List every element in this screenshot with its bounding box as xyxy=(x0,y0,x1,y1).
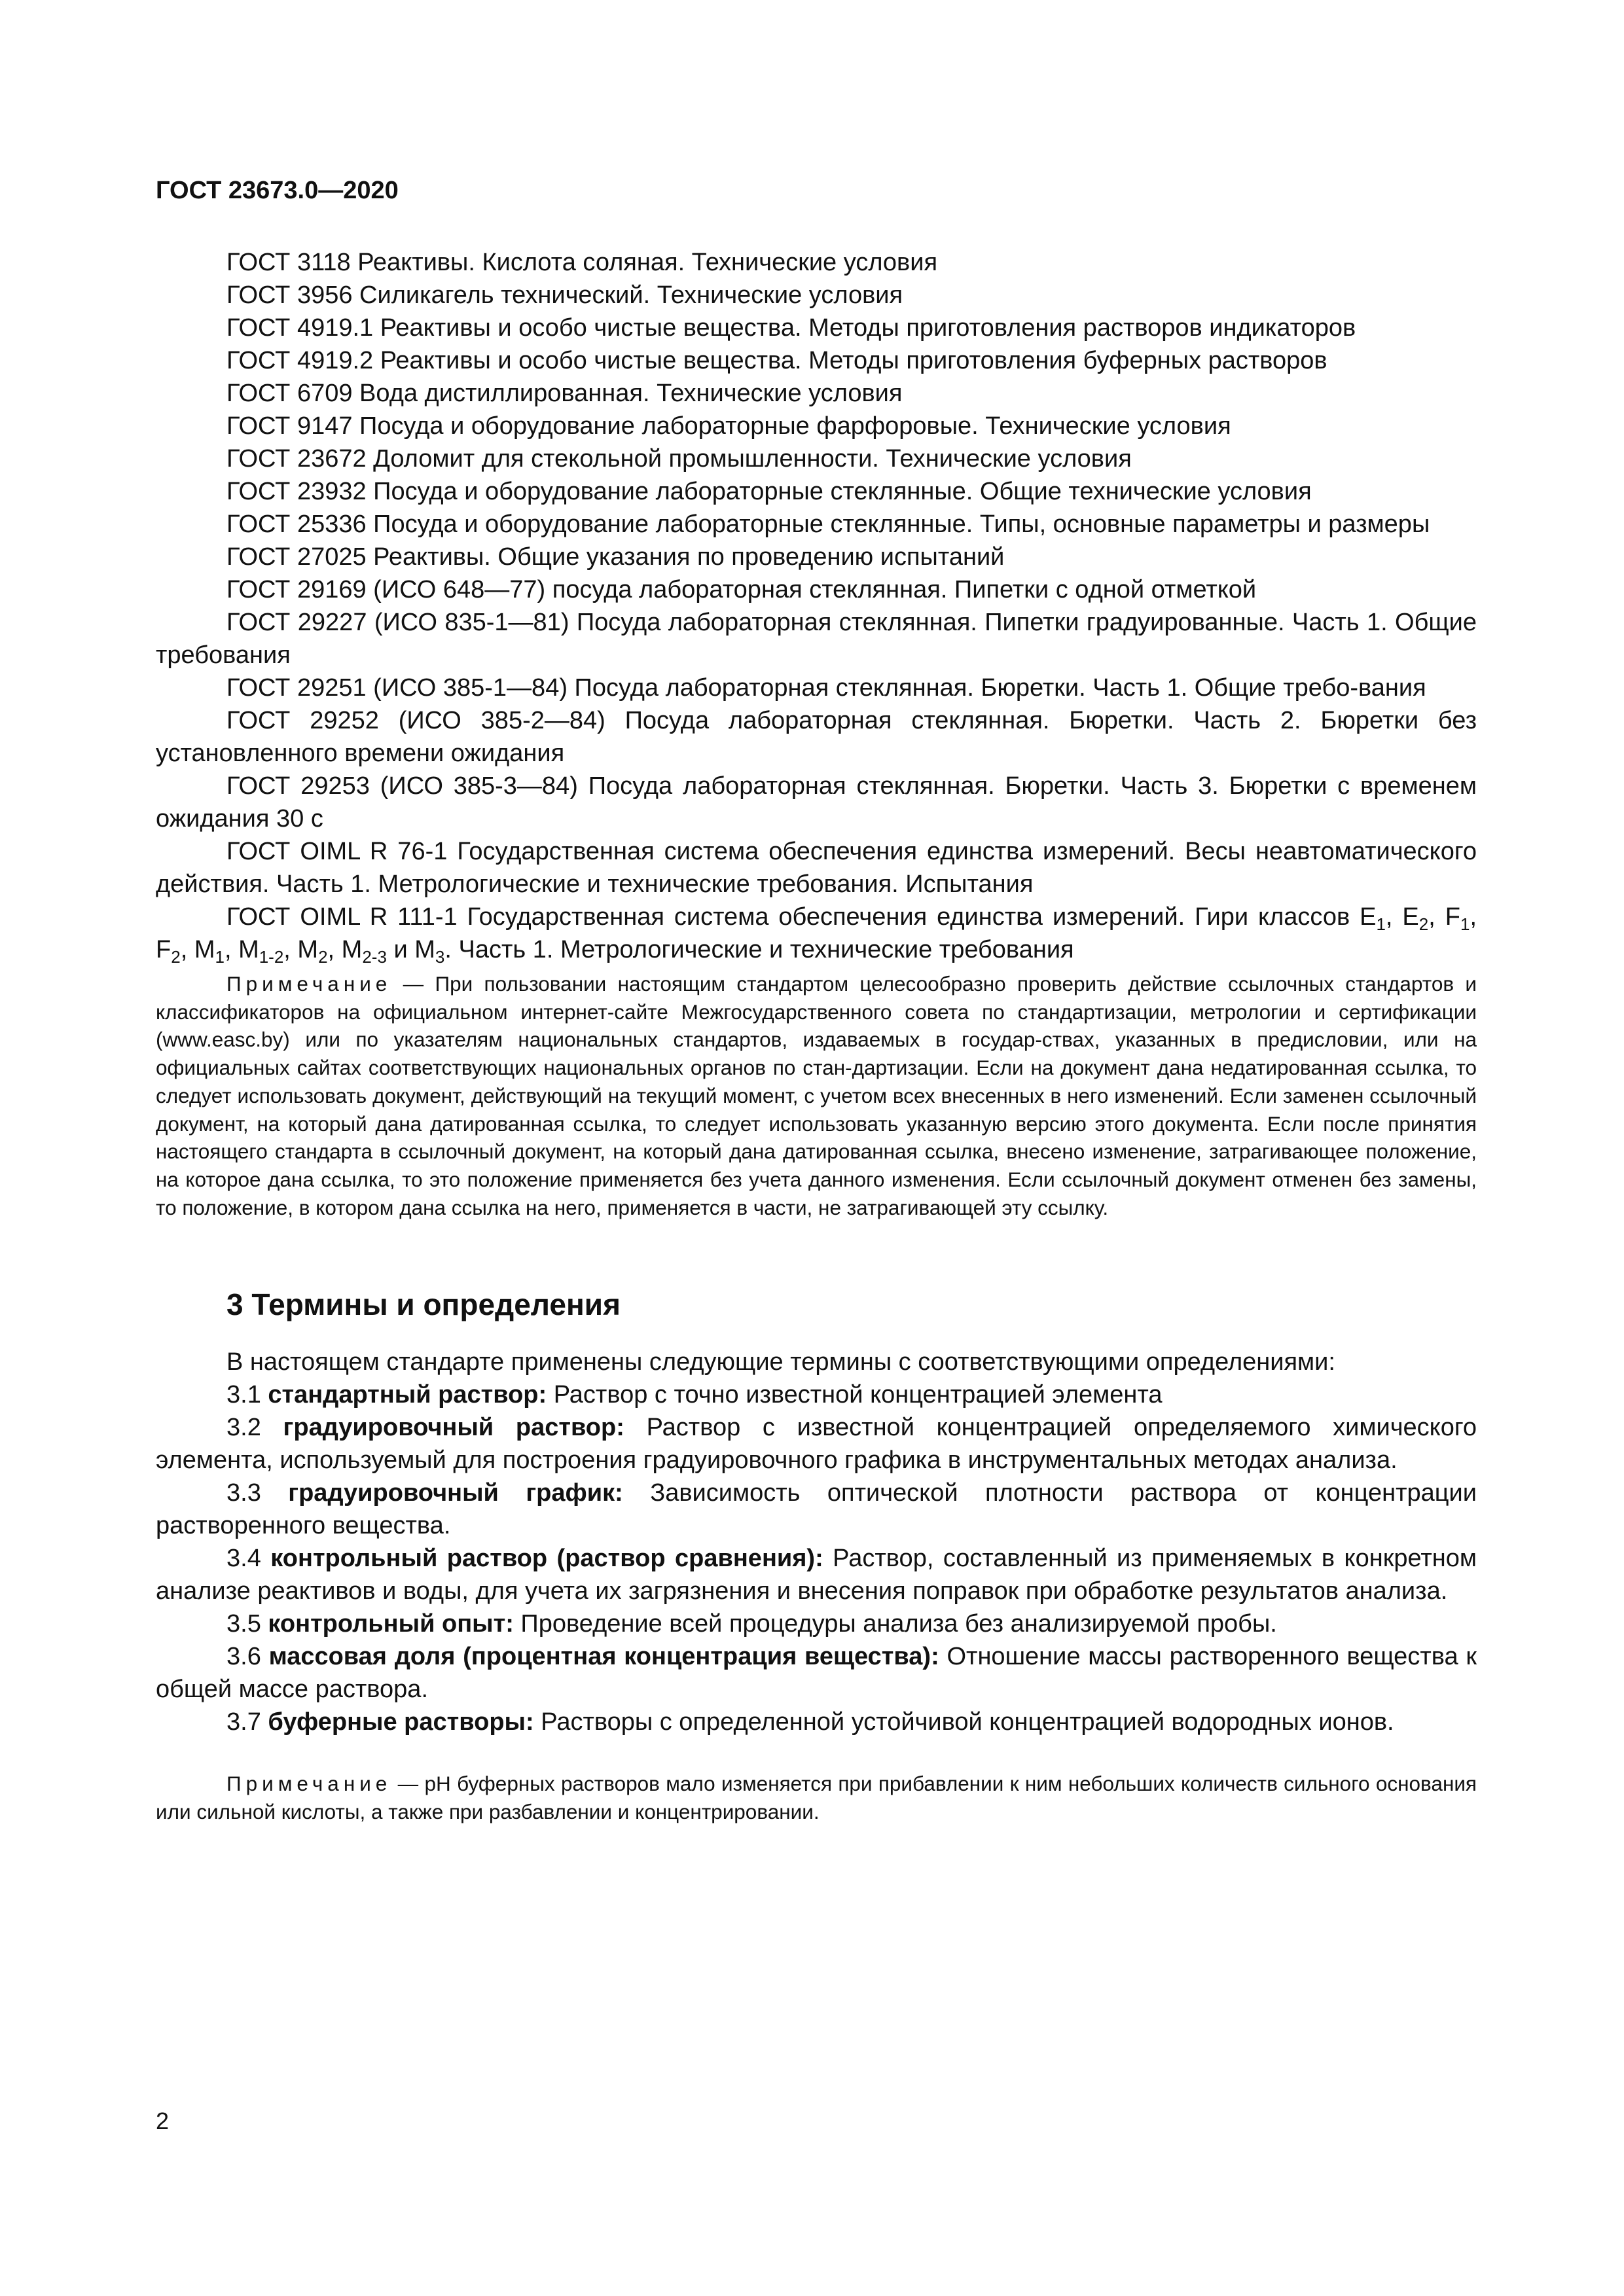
term-text: Отношение массы растворенного вещества к общей массе раствора. xyxy=(156,1643,1477,1704)
reference-item: ГОСТ 6709 Вода дистиллированная. Технические условия xyxy=(226,380,903,407)
term-name: контрольный опыт: xyxy=(268,1610,514,1638)
reference-item: ГОСТ 29253 (ИСО 385-3—84) Посуда лабораторная стеклянная. Бюретки. Часть 3. Бюретки с временем ожидания 30 с xyxy=(156,772,1477,833)
term-number: 3.5 xyxy=(226,1610,268,1638)
weight-class-subscript: 2 xyxy=(318,947,328,967)
weight-class-letter: F xyxy=(156,936,171,963)
weight-class-letter: F xyxy=(1445,903,1460,931)
term-definition xyxy=(156,1542,1477,1607)
oiml-111-text: ГОСТ OIML R 111-1 Государственная система обеспечения единства измерений. Гири классов xyxy=(226,903,1360,931)
note-buffer xyxy=(156,1770,1477,1825)
normative-references-list xyxy=(156,246,1477,901)
weight-class-separator: , xyxy=(1470,903,1477,931)
weight-class-letter: M xyxy=(414,936,435,963)
term-name: буферные растворы: xyxy=(268,1708,534,1736)
term-definition xyxy=(156,1640,1477,1706)
term-text: Раствор с точно известной концентрацией элемента xyxy=(547,1381,1163,1409)
weight-class-letter: E xyxy=(1402,903,1419,931)
reference-item: ГОСТ 25336 Посуда и оборудование лабораторные стеклянные. Типы, основные параметры и размеры xyxy=(226,511,1430,538)
weight-class-subscript: 1 xyxy=(1460,914,1470,934)
weight-class-separator: , xyxy=(1428,903,1445,931)
reference-item: ГОСТ 4919.1 Реактивы и особо чистые вещества. Методы приготовления растворов индикаторов xyxy=(226,314,1356,342)
term-definition xyxy=(156,1706,1477,1738)
document-body xyxy=(156,246,1477,1826)
reference-item: ГОСТ 3118 Реактивы. Кислота соляная. Технические условия xyxy=(226,249,938,276)
note-label: Примечание xyxy=(226,972,392,996)
reference-item: ГОСТ 23932 Посуда и оборудование лабораторные стеклянные. Общие технические условия xyxy=(226,478,1312,505)
weight-class-subscript: 1 xyxy=(215,947,225,967)
weight-class-separator: , xyxy=(180,936,194,963)
term-number: 3.2 xyxy=(226,1414,283,1442)
term-number: 3.7 xyxy=(226,1708,268,1736)
term-name: контрольный раствор (раствор сравнения): xyxy=(270,1545,823,1573)
reference-item: ГОСТ 4919.2 Реактивы и особо чистые вещества. Методы приготовления буферных растворов xyxy=(226,347,1327,374)
term-definition xyxy=(156,1477,1477,1542)
term-name: градуировочный раствор: xyxy=(283,1414,624,1442)
term-definition xyxy=(156,1607,1477,1640)
note-label: Примечание xyxy=(226,1772,392,1796)
section-intro: В настоящем стандарте применены следующие термины с соответствующими определениями: xyxy=(226,1348,1335,1376)
terms-list xyxy=(156,1378,1477,1738)
reference-item: ГОСТ 3956 Силикагель технический. Технические условия xyxy=(226,281,903,309)
note-references xyxy=(156,970,1477,1221)
reference-oiml-111 xyxy=(156,901,1477,966)
term-number: 3.1 xyxy=(226,1381,268,1409)
reference-item: ГОСТ 29251 (ИСО 385-1—84) Посуда лабораторная стеклянная. Бюретки. Часть 1. Общие требо-вания xyxy=(226,674,1426,702)
weight-class-letter: M xyxy=(238,936,259,963)
weight-class-letter: E xyxy=(1360,903,1377,931)
weight-class-letter: M xyxy=(194,936,215,963)
term-text: Растворы с определенной устойчивой концентрацией водородных ионов. xyxy=(533,1708,1394,1736)
term-text: Раствор, составленный из применяемых в конкретном анализе реактивов и воды, для учета их загрязнения и внесения поправок при обработке результатов анализа. xyxy=(156,1545,1477,1605)
term-name: стандартный раствор: xyxy=(268,1381,547,1409)
reference-item: ГОСТ 29227 (ИСО 835-1—81) Посуда лабораторная стеклянная. Пипетки градуированные. Часть 1. Общие требования xyxy=(156,609,1477,669)
weight-class-separator: , xyxy=(283,936,298,963)
term-definition xyxy=(156,1411,1477,1477)
term-text: Проведение всей процедуры анализа без анализируемой пробы. xyxy=(513,1610,1277,1638)
section-title: 3 Термины и определения xyxy=(226,1287,621,1322)
term-text: Раствор с известной концентрацией определяемого химического элемента, используемый для построения градуировочного графика в инструментальных методах анализа. xyxy=(156,1414,1477,1475)
weight-class-subscript: 2-3 xyxy=(362,947,387,967)
page-number: 2 xyxy=(156,2108,170,2134)
weight-class-subscript: 2 xyxy=(1418,914,1429,934)
note-text: — рН буферных растворов мало изменяется при прибавлении к ним небольших количеств сильного основания или сильной кислоты, а также при разбавлении и концентрировании. xyxy=(156,1772,1477,1824)
term-number: 3.3 xyxy=(226,1479,289,1507)
weight-class-subscript: 1-2 xyxy=(259,947,284,967)
weight-class-separator: и xyxy=(386,936,415,963)
weight-class-subscript: 3 xyxy=(435,947,445,967)
reference-item: ГОСТ 27025 Реактивы. Общие указания по проведению испытаний xyxy=(226,543,1005,571)
reference-item: ГОСТ 29252 (ИСО 385-2—84) Посуда лабораторная стеклянная. Бюретки. Часть 2. Бюретки без установленного времени ожидания xyxy=(156,707,1477,767)
term-definition xyxy=(156,1378,1477,1411)
reference-item: ГОСТ 9147 Посуда и оборудование лабораторные фарфоровые. Технические условия xyxy=(226,412,1231,440)
term-number: 3.6 xyxy=(226,1643,269,1671)
reference-item: ГОСТ 29169 (ИСО 648—77) посуда лабораторная стеклянная. Пипетки с одной отметкой xyxy=(226,576,1257,603)
document-header: ГОСТ 23673.0—2020 xyxy=(156,177,399,204)
reference-item: ГОСТ OIML R 76-1 Государственная система обеспечения единства измерений. Весы неавтоматического действия. Часть 1. Метрологические и технические требования. Испытания xyxy=(156,838,1477,898)
reference-item: ГОСТ 23672 Доломит для стекольной промышленности. Технические условия xyxy=(226,445,1132,473)
term-name: градуировочный график: xyxy=(288,1479,623,1507)
weight-class-separator: , xyxy=(1385,903,1403,931)
weight-class-letter: M xyxy=(297,936,319,963)
weight-class-letter: M xyxy=(341,936,363,963)
term-text: Зависимость оптической плотности раствора от концентрации растворенного вещества. xyxy=(156,1479,1477,1540)
term-name: массовая доля (процентная концентрация вещества): xyxy=(268,1643,939,1671)
weight-class-separator: , xyxy=(327,936,342,963)
weight-class-separator: , xyxy=(224,936,239,963)
note-text: — При пользовании настоящим стандартом целесообразно проверить действие ссылочных стандартов и классификаторов на официальном интернет-сайте Межгосударственного совета по стандартизации, метрологии и сертификации (www.easc.by) или по указателям национальных стандартов, издаваемых в государ-ствах, указанных в предисловии, или на официальных сайтах соответствующих национальных органов по стан-дартизации. Если на документ дана недатированная ссылка, то следует использовать документ, действующий на текущий момент, с учетом всех внесенных в него изменений. Если заменен ссылочный документ, на который дана датированная ссылка, то следует использовать указанную версию этого документа. Если после принятия настоящего стандарта в ссылочный документ, на который дана датированная ссылка, внесено изменение, затрагивающее положение, на которое дана ссылка, то это положение применяется без учета данного изменения. Если ссылочный документ отменен без замены, то положение, в котором дана ссылка на него, применяется в части, не затрагивающей эту ссылку. xyxy=(156,972,1477,1219)
weight-class-subscript: 1 xyxy=(1376,914,1386,934)
oiml-111-tail: . Часть 1. Метрологические и технические требования xyxy=(444,936,1074,963)
term-number: 3.4 xyxy=(226,1545,271,1573)
weight-class-subscript: 2 xyxy=(171,947,181,967)
